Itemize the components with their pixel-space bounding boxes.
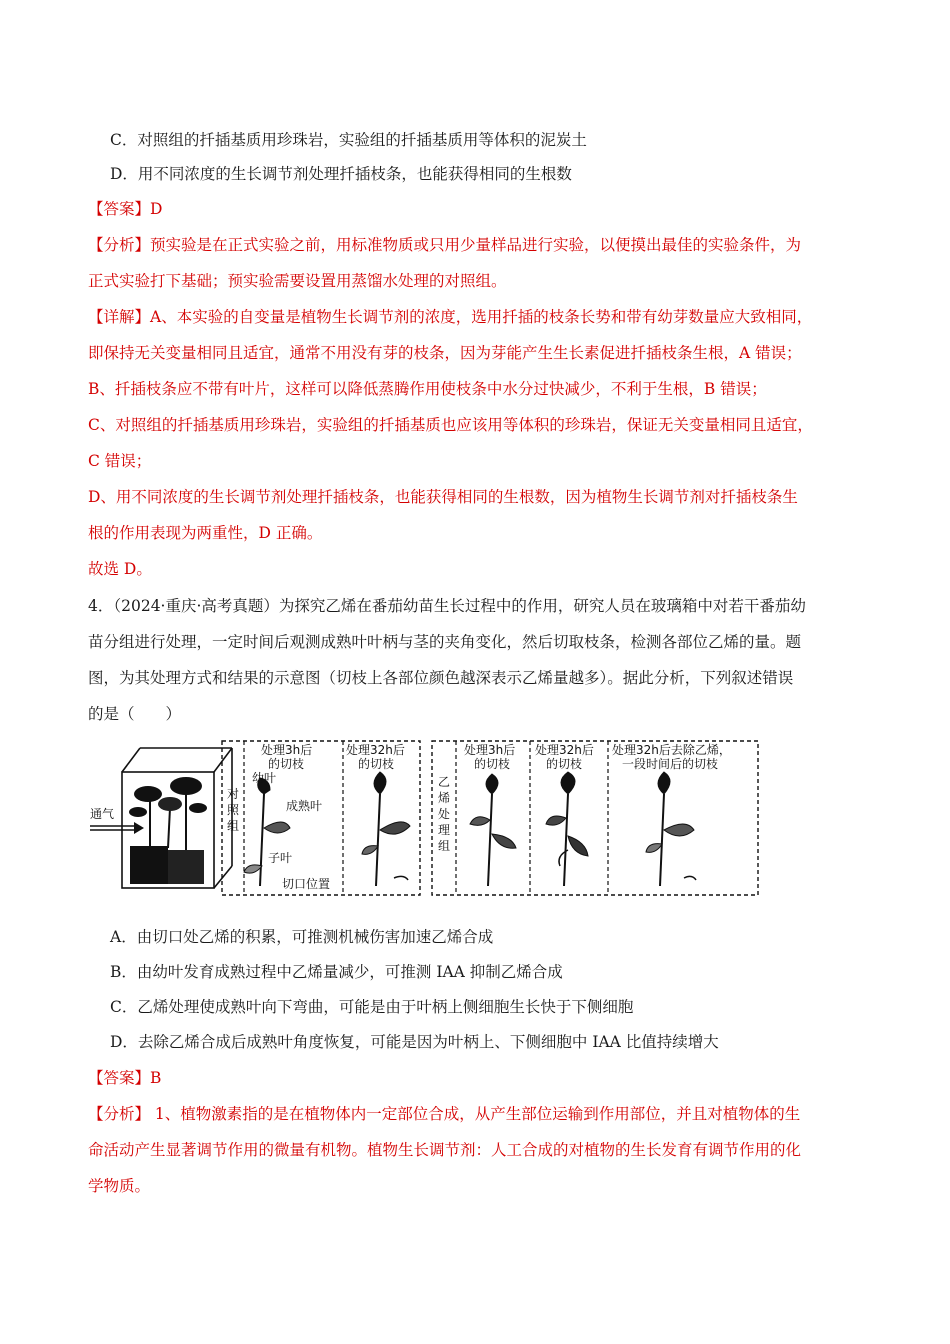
svg-text:的切枝: 的切枝	[358, 757, 395, 771]
question-stem: 4．（2024·重庆·高考真题）为探究乙烯在番茄幼苗生长过程中的作用，研究人员在玻璃箱中对若干番茄幼	[88, 597, 806, 615]
question-stem: 图，为其处理方式和结果的示意图（切枝上各部位颜色越深表示乙烯量越多）。据此分析，下列叙述错误	[88, 669, 794, 687]
option-d: D．去除乙烯合成后成熟叶角度恢复，可能是因为叶柄上、下侧细胞中 IAA 比值持续增大	[110, 1033, 719, 1051]
svg-text:理: 理	[438, 823, 451, 837]
answer-line: 【答案】B	[88, 1069, 162, 1087]
tomato-plants-icon	[129, 777, 207, 884]
svg-text:烯: 烯	[438, 791, 451, 805]
cut-position-label: 切口位置	[282, 877, 331, 891]
ethylene-removed-label: 处理32h后去除乙烯，	[612, 743, 731, 757]
option-c: C．对照组的扦插基质用珍珠岩，实验组的扦插基质用等体积的泥炭土	[110, 131, 587, 149]
question-stem: 的是（ ）	[88, 705, 182, 723]
control-32h-cutting-icon	[362, 772, 410, 886]
detail-line: C 错误；	[88, 452, 152, 470]
detail-line: C、对照组的扦插基质用珍珠岩，实验组的扦插基质也应该用等体积的珍珠岩，保证无关变量相同且适宜，	[88, 416, 813, 434]
detail-line: 【详解】A、本实验的自变量是植物生长调节剂的浓度，选用扦插的枝条长势和带有幼芽数量应大致相同，	[88, 308, 813, 326]
analysis-line: 【分析】预实验是在正式实验之前，用标准物质或只用少量样品进行实验，以便摸出最佳的实验条件，为	[88, 236, 802, 254]
svg-text:组: 组	[227, 819, 240, 833]
young-leaf-label: 幼叶	[252, 771, 277, 785]
ethylene-3h-cutting-icon	[470, 774, 516, 886]
svg-text:处: 处	[438, 807, 451, 821]
ethylene-32h-cutting-icon	[546, 772, 588, 886]
mature-leaf-label: 成熟叶	[286, 799, 323, 813]
svg-text:的切枝: 的切枝	[546, 757, 583, 771]
cotyledon-label: 子叶	[268, 851, 293, 865]
detail-line: D、用不同浓度的生长调节剂处理扦插枝条，也能获得相同的生根数，因为植物生长调节剂对扦插枝条生	[88, 488, 798, 506]
svg-text:组: 组	[438, 839, 451, 853]
detail-line: 即保持无关变量相同且适宜，通常不用没有芽的枝条，因为芽能产生生长素促进扦插枝条生根，A 错误；	[88, 344, 802, 362]
ethylene-group-label: 乙	[438, 775, 451, 789]
option-b: B．由幼叶发育成熟过程中乙烯量减少，可推测 IAA 抑制乙烯合成	[110, 963, 563, 981]
svg-text:的切枝: 的切枝	[474, 757, 511, 771]
control-3h-label: 处理3h后	[261, 743, 313, 757]
detail-line: B、扦插枝条应不带有叶片，这样可以降低蒸腾作用使枝条中水分过快减少，不利于生根，B 错误；	[88, 380, 767, 398]
option-d: D．用不同浓度的生长调节剂处理扦插枝条，也能获得相同的生根数	[110, 165, 572, 183]
ethylene-removed-cutting-icon	[646, 772, 696, 886]
option-a: A．由切口处乙烯的积累，可推测机械伤害加速乙烯合成	[110, 928, 494, 946]
detail-line: 故选 D。	[88, 560, 152, 578]
control-group-label: 对	[227, 787, 240, 801]
analysis-line: 命活动产生显著调节作用的微量有机物。植物生长调节剂：人工合成的对植物的生长发育有调节作用的化	[88, 1141, 802, 1159]
question-stem: 苗分组进行处理，一定时间后观测成熟叶叶柄与茎的夹角变化，然后切取枝条，检测各部位乙烯的量。题	[88, 633, 802, 651]
ethylene-32h-label: 处理32h后	[535, 743, 594, 757]
experiment-figure	[88, 738, 760, 900]
option-c: C．乙烯处理使成熟叶向下弯曲，可能是由于叶柄上侧细胞生长快于下侧细胞	[110, 998, 634, 1016]
svg-text:照: 照	[227, 803, 240, 817]
control-32h-label: 处理32h后	[346, 743, 405, 757]
analysis-line: 【分析】 1、植物激素指的是在植物体内一定部位合成，从产生部位运输到作用部位，并且对植物体的生	[88, 1105, 801, 1123]
answer-line: 【答案】D	[88, 200, 163, 218]
svg-text:一段时间后的切枝: 一段时间后的切枝	[622, 757, 719, 771]
svg-text:的切枝: 的切枝	[268, 757, 305, 771]
ethylene-3h-label: 处理3h后	[464, 743, 516, 757]
vent-arrow-icon	[90, 822, 144, 834]
analysis-line: 正式实验打下基础；预实验需要设置用蒸馏水处理的对照组。	[88, 272, 507, 290]
vent-label: 通气	[90, 807, 115, 821]
analysis-line: 学物质。	[88, 1177, 151, 1195]
detail-line: 根的作用表现为两重性，D 正确。	[88, 524, 323, 542]
control-3h-cutting-icon	[244, 778, 293, 886]
